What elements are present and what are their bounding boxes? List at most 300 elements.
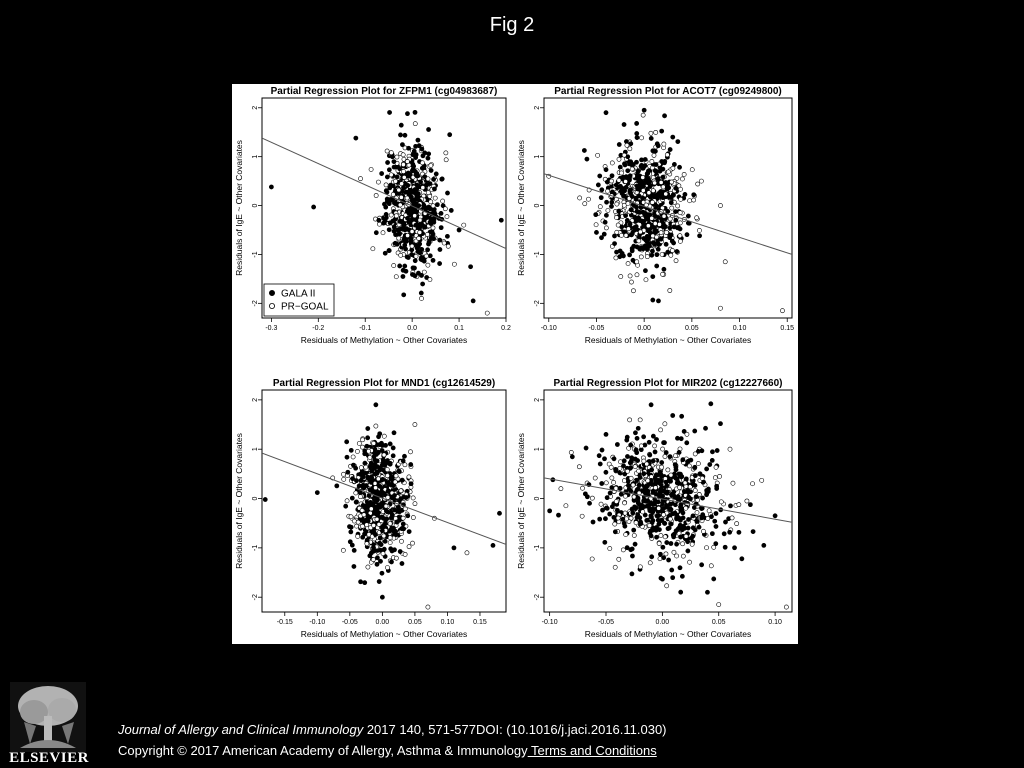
pr-goal-point [444,151,448,155]
pr-goal-point [424,254,428,258]
pr-goal-point [622,501,626,505]
pr-goal-point [362,513,366,517]
gala-ii-point [600,188,604,192]
gala-ii-point [630,194,634,198]
pr-goal-point [673,454,677,458]
gala-ii-point [674,517,678,521]
x-tick-label: -0.10 [540,325,557,332]
gala-ii-point [651,434,655,438]
pr-goal-point [385,467,389,471]
pr-goal-point [373,486,377,490]
gala-ii-point [608,491,612,495]
gala-ii-point [665,540,669,544]
gala-ii-point [710,458,714,462]
gala-ii-point [691,482,695,486]
x-tick-label: -0.05 [598,619,614,626]
gala-ii-point [354,136,358,140]
pr-goal-point [624,532,628,536]
pr-goal-point [365,542,369,546]
gala-ii-point [625,454,629,458]
pr-goal-point [418,230,422,234]
pr-goal-point [385,149,389,153]
pr-goal-point [590,496,594,500]
gala-ii-point [636,458,640,462]
gala-ii-point [632,528,636,532]
pr-goal-point [666,468,670,472]
pr-goal-point [385,566,389,570]
gala-ii-point [362,532,366,536]
pr-goal-point [697,228,701,232]
pr-goal-point [485,311,489,315]
gala-ii-point [666,527,670,531]
gala-ii-point [359,478,363,482]
x-tick-label: -0.05 [588,325,605,332]
pr-goal-point [426,191,430,195]
pr-goal-point [614,486,618,490]
gala-ii-point [629,142,633,146]
pr-goal-point [681,554,685,558]
gala-ii-point [635,131,639,135]
pr-goal-point [623,494,627,498]
points-group [548,402,789,609]
gala-ii-point [643,157,647,161]
gala-ii-point [654,162,658,166]
pr-goal-point [635,260,639,264]
gala-ii-point [666,558,670,562]
gala-ii-point [656,247,660,251]
gala-ii-point [671,241,675,245]
pr-goal-point [664,552,668,556]
gala-ii-point [685,233,689,237]
gala-ii-point [678,505,682,509]
gala-ii-point [371,546,375,550]
pr-goal-point [660,272,664,276]
gala-ii-point [426,156,430,160]
gala-ii-point [670,568,674,572]
gala-ii-point [714,542,718,546]
gala-ii-point [625,546,629,550]
gala-ii-point [655,473,659,477]
gala-ii-point [659,237,663,241]
pr-goal-point [614,499,618,503]
gala-ii-point [652,195,656,199]
pr-goal-point [677,485,681,489]
plot-title: Partial Regression Plot for ZFPM1 (cg04983687) [270,86,498,97]
gala-ii-point [627,253,631,257]
pr-goal-point [388,536,392,540]
gala-ii-point [751,529,755,533]
gala-ii-point [349,525,353,529]
pr-goal-point [394,275,398,279]
gala-ii-point [678,227,682,231]
pr-goal-point [617,557,621,561]
pr-goal-point [616,223,620,227]
gala-ii-point [664,480,668,484]
gala-ii-point [392,160,396,164]
gala-ii-point [685,441,689,445]
gala-ii-point [737,530,741,534]
figure-svg [232,84,798,644]
pr-goal-point [446,244,450,248]
pr-goal-point [371,557,375,561]
pr-goal-point [780,309,784,313]
pr-goal-point [660,252,664,256]
gala-ii-point [351,477,355,481]
pr-goal-point [428,277,432,281]
gala-ii-point [671,413,675,417]
gala-ii-point [678,566,682,570]
y-tick-label: 0 [533,496,541,501]
gala-ii-point [708,462,712,466]
gala-ii-point [686,540,690,544]
gala-ii-point [403,133,407,137]
pr-goal-point [641,188,645,192]
pr-goal-point [389,151,393,155]
pr-goal-point [668,517,672,521]
gala-ii-point [645,518,649,522]
plot-title: Partial Regression Plot for MND1 (cg12614529) [272,378,496,389]
gala-ii-point [381,461,385,465]
gala-ii-point [638,516,642,520]
pr-goal-point [626,261,630,265]
pr-goal-point [341,548,345,552]
pr-goal-point [366,565,370,569]
gala-ii-point [345,440,349,444]
gala-ii-point [406,146,410,150]
gala-ii-point [657,522,661,526]
x-tick-label: 0.10 [768,619,782,626]
gala-ii-point [391,454,395,458]
gala-ii-point [663,159,667,163]
gala-ii-point [393,233,397,237]
gala-ii-point [361,483,365,487]
pr-goal-point [660,465,664,469]
pr-goal-point [706,516,710,520]
pr-goal-point [421,185,425,189]
pr-goal-point [628,274,632,278]
gala-ii-point [419,273,423,277]
gala-ii-point [404,269,408,273]
gala-ii-point [434,172,438,176]
pr-goal-point [639,444,643,448]
gala-ii-point [381,491,385,495]
pr-goal-point [670,248,674,252]
y-tick-label: 1 [251,154,259,159]
gala-ii-point [387,248,391,252]
terms-and-conditions-link[interactable]: Terms and Conditions [527,743,657,758]
pr-goal-point [717,603,721,607]
gala-ii-point [604,200,608,204]
pr-goal-point [368,455,372,459]
y-tick-label: 2 [533,397,541,402]
pr-goal-point [666,170,670,174]
journal-name: Journal of Allergy and Clinical Immunology [118,722,364,737]
gala-ii-point [383,251,387,255]
pr-goal-point [399,539,403,543]
y-tick-label: 1 [533,154,541,159]
pr-goal-point [357,441,361,445]
points-group [547,108,785,313]
gala-ii-point [426,248,430,252]
pr-goal-point [624,233,628,237]
pr-goal-point [384,183,388,187]
gala-ii-point [630,246,634,250]
gala-ii-point [635,121,639,125]
plot-panel-acot7 [516,86,794,345]
gala-ii-point [642,472,646,476]
pr-goal-point [657,541,661,545]
gala-ii-point [395,520,399,524]
gala-ii-point [715,448,719,452]
gala-ii-point [668,226,672,230]
gala-ii-point [428,254,432,258]
gala-ii-point [732,546,736,550]
gala-ii-point [662,267,666,271]
gala-ii-point [387,168,391,172]
pr-goal-point [615,202,619,206]
pr-goal-point [660,447,664,451]
gala-ii-point [409,462,413,466]
gala-ii-point [405,209,409,213]
gala-ii-point [598,174,602,178]
gala-ii-point [385,197,389,201]
gala-ii-point [372,455,376,459]
gala-ii-point [693,528,697,532]
gala-ii-point [600,508,604,512]
gala-ii-point [378,559,382,563]
pr-goal-point [630,167,634,171]
gala-ii-point [380,571,384,575]
gala-ii-point [740,557,744,561]
gala-ii-point [676,140,680,144]
gala-ii-point [651,510,655,514]
pr-goal-point [750,482,754,486]
gala-ii-point [694,495,698,499]
gala-ii-point [548,509,552,513]
pr-goal-point [403,463,407,467]
gala-ii-point [431,177,435,181]
gala-ii-point [714,524,718,528]
gala-ii-point [619,189,623,193]
gala-ii-point [762,543,766,547]
gala-ii-point [431,258,435,262]
gala-ii-point [661,545,665,549]
gala-ii-point [378,484,382,488]
pr-goal-point [393,179,397,183]
gala-ii-point [389,516,393,520]
gala-ii-point [366,426,370,430]
pr-goal-point [599,502,603,506]
gala-ii-point [375,562,379,566]
gala-ii-point [385,175,389,179]
pr-goal-point [621,548,625,552]
gala-ii-point [669,201,673,205]
gala-ii-point [395,242,399,246]
gala-ii-point [638,475,642,479]
gala-ii-point [363,452,367,456]
pr-goal-point [372,441,376,445]
gala-ii-point [392,508,396,512]
gala-ii-point [630,572,634,576]
gala-ii-point [630,554,634,558]
pr-goal-point [382,534,386,538]
gala-ii-point [363,581,367,585]
gala-ii-point [400,478,404,482]
gala-ii-point [312,205,316,209]
pr-goal-point [389,173,393,177]
pr-goal-point [617,157,621,161]
pr-goal-point [462,223,466,227]
pr-goal-point [784,605,788,609]
gala-ii-point [421,282,425,286]
pr-goal-point [617,178,621,182]
gala-ii-point [710,532,714,536]
pr-goal-point [649,131,653,135]
gala-ii-point [695,519,699,523]
pr-goal-point [676,204,680,208]
pr-goal-point [671,166,675,170]
pr-goal-point [718,203,722,207]
pr-goal-point [341,472,345,476]
gala-ii-point [375,491,379,495]
gala-ii-point [697,234,701,238]
gala-ii-point [664,450,668,454]
gala-ii-point [634,197,638,201]
gala-ii-point [608,512,612,516]
pr-goal-point [637,469,641,473]
gala-ii-point [429,236,433,240]
gala-ii-point [599,236,603,240]
gala-ii-point [402,237,406,241]
gala-ii-point [656,299,660,303]
gala-ii-point [263,497,267,501]
gala-ii-point [614,469,618,473]
gala-ii-point [439,211,443,215]
pr-goal-point [704,546,708,550]
pr-goal-point [610,476,614,480]
gala-ii-point [418,251,422,255]
gala-ii-point [346,470,350,474]
gala-ii-point [617,142,621,146]
gala-ii-point [393,200,397,204]
gala-ii-point [405,112,409,116]
gala-ii-point [686,459,690,463]
gala-ii-point [429,168,433,172]
gala-ii-point [674,186,678,190]
gala-ii-point [629,208,633,212]
gala-ii-point [654,535,658,539]
gala-ii-point [629,443,633,447]
gala-ii-point [378,466,382,470]
gala-ii-point [379,504,383,508]
gala-ii-point [369,465,373,469]
gala-ii-point [681,511,685,515]
x-tick-label: 0.00 [655,619,670,626]
gala-ii-point [662,441,666,445]
gala-ii-point [468,265,472,269]
gala-ii-point [654,437,658,441]
pr-goal-point [735,522,739,526]
gala-ii-point [413,187,417,191]
pr-goal-point [586,197,590,201]
pr-goal-point [650,159,654,163]
pr-goal-point [608,546,612,550]
pr-goal-point [619,233,623,237]
gala-ii-point [633,542,637,546]
gala-ii-point [705,590,709,594]
y-tick-label: 1 [251,447,259,452]
pr-goal-point [659,180,663,184]
gala-ii-point [406,183,410,187]
copyright-text: Copyright © 2017 American Academy of Allergy, Asthma & Immunology [118,743,528,758]
gala-ii-point [594,230,598,234]
pr-goal-point [388,521,392,525]
pr-goal-point [682,172,686,176]
gala-ii-point [658,169,662,173]
copyright-line [118,743,657,758]
pr-goal-point [657,222,661,226]
gala-ii-point [665,490,669,494]
gala-ii-point [556,513,560,517]
gala-ii-point [642,219,646,223]
gala-ii-point [379,542,383,546]
gala-ii-point [449,208,453,212]
points-group [263,403,501,609]
gala-ii-point [388,442,392,446]
gala-ii-point [392,225,396,229]
pr-goal-point [417,236,421,240]
gala-ii-point [668,147,672,151]
gala-ii-point [387,110,391,114]
gala-ii-point [723,520,727,524]
pr-goal-point [665,584,669,588]
pr-goal-point [375,517,379,521]
x-tick-label: -0.05 [341,619,358,626]
gala-ii-point [395,175,399,179]
gala-ii-point [709,402,713,406]
gala-ii-point [440,177,444,181]
pr-goal-point [718,306,722,310]
pr-goal-point [628,418,632,422]
pr-goal-point [616,516,620,520]
gala-ii-point [619,492,623,496]
gala-ii-point [679,590,683,594]
gala-ii-point [659,475,663,479]
gala-ii-point [413,274,417,278]
gala-ii-point [373,532,377,536]
pr-goal-point [411,515,415,519]
gala-ii-point [692,193,696,197]
gala-ii-point [646,171,650,175]
pr-goal-point [384,504,388,508]
gala-ii-point [376,435,380,439]
pr-goal-point [664,192,668,196]
gala-ii-point [363,461,367,465]
pr-goal-point [623,511,627,515]
gala-ii-point [424,216,428,220]
gala-ii-point [629,466,633,470]
gala-ii-point [662,556,666,560]
pr-goal-point [371,247,375,251]
pr-goal-point [696,182,700,186]
gala-ii-point [675,436,679,440]
gala-ii-point [398,264,402,268]
gala-ii-point [397,227,401,231]
pr-goal-point [381,552,385,556]
y-tick-label: -2 [533,300,541,307]
gala-ii-point [335,484,339,488]
gala-ii-point [686,214,690,218]
